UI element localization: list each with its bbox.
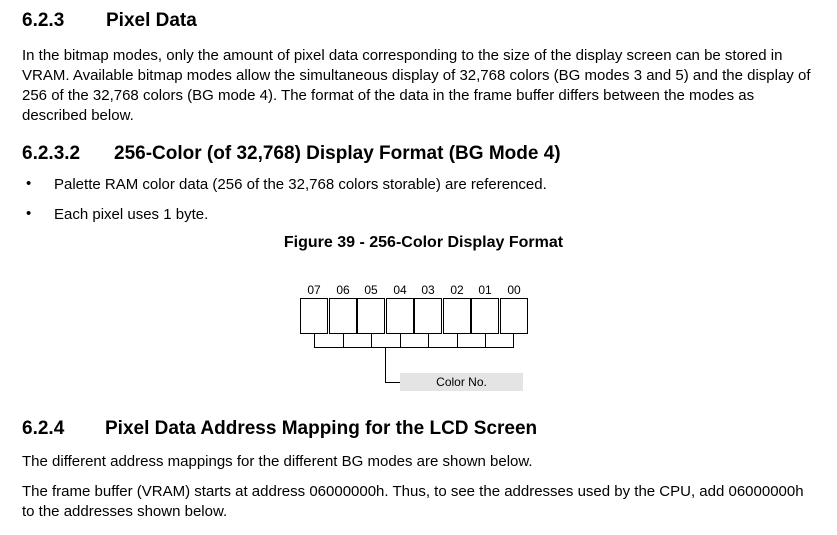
bit-label-01: 01 <box>478 283 492 297</box>
bit-label-06: 06 <box>336 283 350 297</box>
bit-cell-06 <box>329 298 357 334</box>
color-no-label: Color No. <box>436 375 487 389</box>
bullet-marker: • <box>26 175 32 192</box>
bullet-marker: • <box>26 205 32 222</box>
bit-label-03: 03 <box>421 283 435 297</box>
bracket-tick <box>371 334 372 348</box>
bracket-tick <box>457 334 458 348</box>
bit-cell-04 <box>386 298 414 334</box>
section-number-6-2-4: 6.2.4 <box>22 418 65 439</box>
bit-label-05: 05 <box>364 283 378 297</box>
section-title-pixel-data: Pixel Data <box>106 10 197 31</box>
section-number-6-2-3-2: 6.2.3.2 <box>22 143 81 164</box>
section-title-address-mapping: Pixel Data Address Mapping for the LCD Screen <box>105 418 538 439</box>
bracket-tick <box>428 334 429 348</box>
bit-label-02: 02 <box>450 283 464 297</box>
bullet-item-palette-ram: Palette RAM color data (256 of the 32,768 colors storable) are referenced. <box>54 176 547 193</box>
address-mapping-paragraph-2: The frame buffer (VRAM) starts at address 06000000h. Thus, to see the addresses used by the CPU, add 06000000h to the addresses shown below. <box>22 483 804 520</box>
leader-line-horizontal <box>385 382 401 383</box>
section-number-6-2-3: 6.2.3 <box>22 10 65 31</box>
bit-cell-01 <box>471 298 499 334</box>
leader-line-vertical <box>385 348 386 383</box>
bullet-item-one-byte: Each pixel uses 1 byte. <box>54 206 209 223</box>
bracket-tick <box>485 334 486 348</box>
field-bracket <box>314 334 514 348</box>
bit-label-04: 04 <box>393 283 407 297</box>
bit-cell-07 <box>300 298 328 334</box>
bit-label-07: 07 <box>307 283 321 297</box>
bit-cell-05 <box>357 298 385 334</box>
bracket-tick <box>400 334 401 348</box>
bit-cell-02 <box>443 298 471 334</box>
bit-label-00: 00 <box>507 283 521 297</box>
section-title-256-color-format: 256-Color (of 32,768) Display Format (BG Mode 4) <box>114 143 561 164</box>
address-mapping-paragraph-1: The different address mappings for the different BG modes are shown below. <box>22 453 533 470</box>
bracket-tick <box>343 334 344 348</box>
figure-caption: Figure 39 - 256-Color Display Format <box>283 234 564 251</box>
pixel-data-paragraph: In the bitmap modes, only the amount of pixel data corresponding to the size of the display screen can be stored in VRAM. Available bitmap modes allow the simultaneous display of 32,768 colors (BG modes 3 and 5) and the display of 256 of the 32,768 colors (BG mode 4). The format of the data in the frame buffer differs between the modes as described below. <box>22 47 811 124</box>
bit-cell-03 <box>414 298 442 334</box>
bit-cell-00 <box>500 298 528 334</box>
